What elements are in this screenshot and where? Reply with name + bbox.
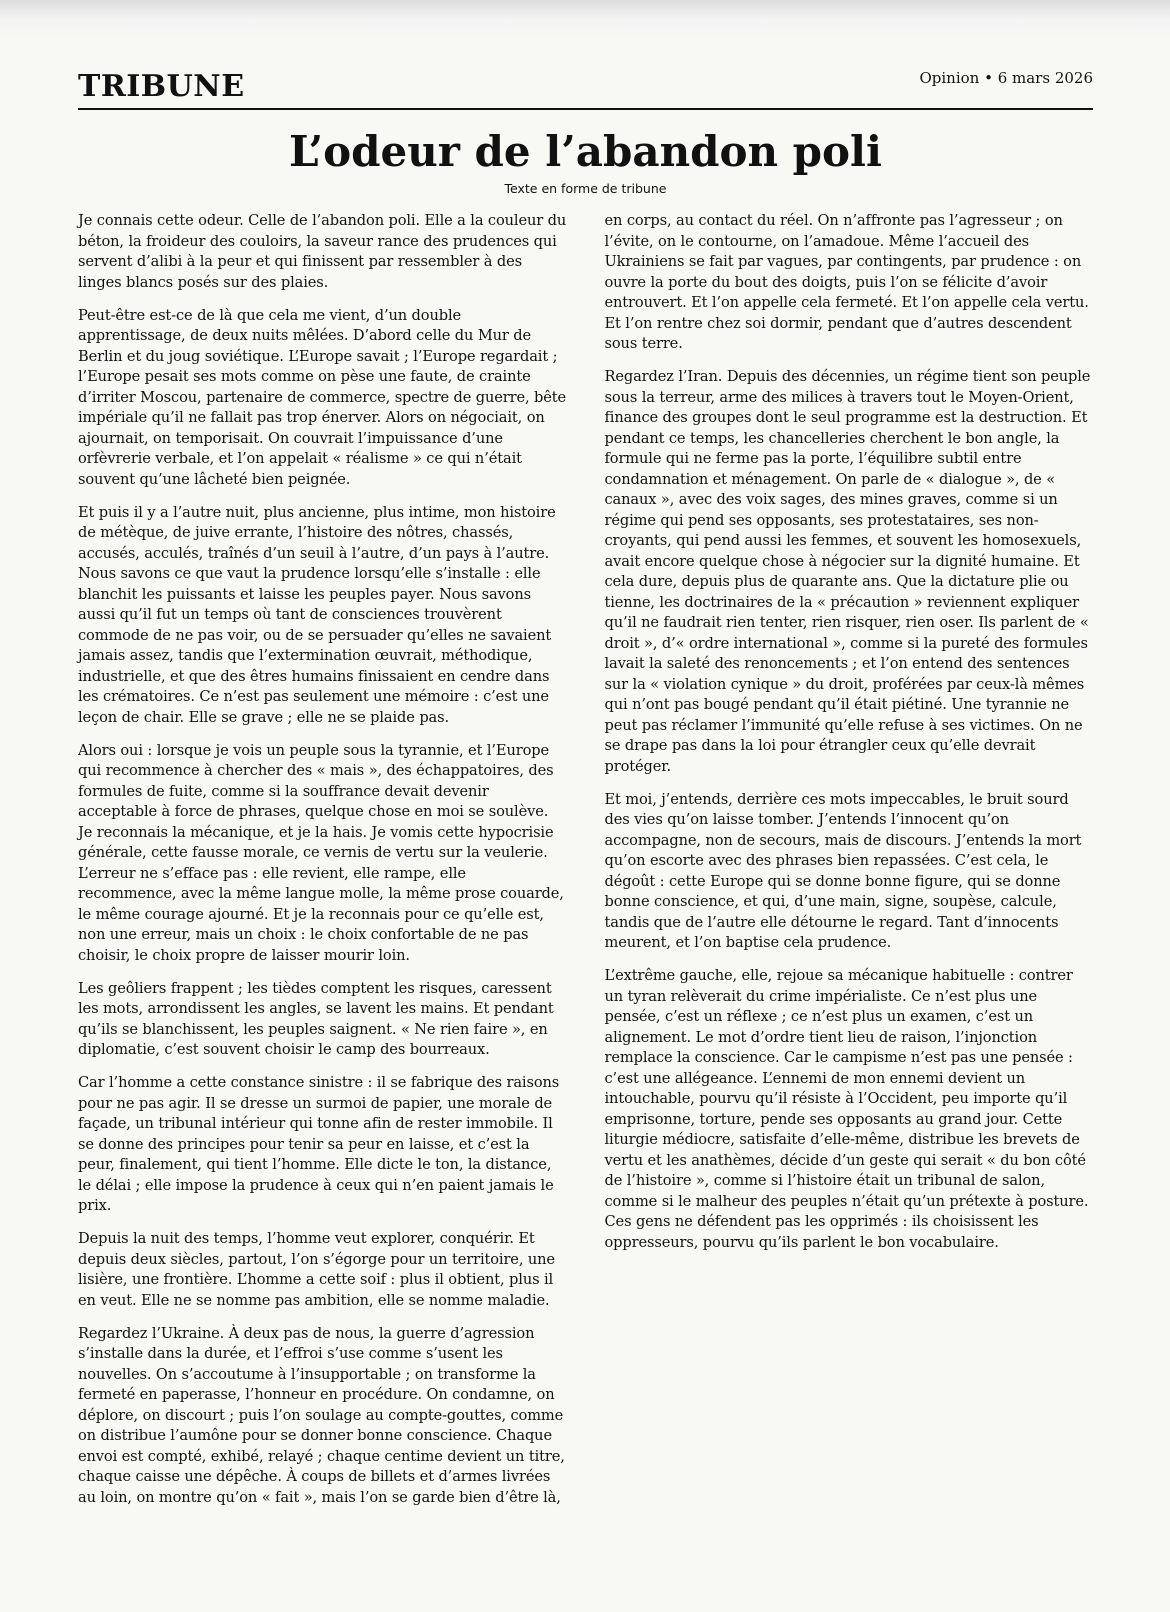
article-body bbox=[78, 211, 1093, 1521]
paragraph: Et moi, j’entends, derrière ces mots impeccables, le bruit sourd des vies qu’on laisse tomber. J’entends l’innocent qu’on accompagne, non de secours, mais de discours. J’entends la mort qu’on escorte avec des phrases bien repassées. C’est cela, le dégoût : cette Europe qui se donne bonne figure, qui se donne bonne conscience, et qui, d’une main, signe, soupèse, calcule, tandis que de l’autre elle détourne le regard. Tant d’innocents meurent, et l’on baptise cela prudence. bbox=[604, 790, 1082, 951]
paragraph: Regardez l’Ukraine. À deux pas de nous, la guerre d’agression s’installe dans la durée, et l’effroi s’use comme s’usent les nouvelles. On s’accoutume à l’insupportable ; on transforme la fermeté en paperasse, l’honneur en procédure. On condamne, on déplore, on discourt ; puis l’on soulage au compte-gouttes, comme on distribue l’aumône pour se donner bonne conscience. Chaque envoi est compté, exhibé, relayé ; chaque centime devient un titre, chaque caisse une dépêche. À coups de billets et d’armes livrées au loin, on montre qu’on « fait », mais l’on se garde bien d’être là, en corps, au contact du réel. On n’affronte pas l’agresseur ; on l’évite, on le contourne, on l’amadoue. Même l’accueil des Ukrainiens se fait par vagues, par contingents, par prudence : on ouvre la porte du bout des doigts, puis l’on se félicite d’avoir entrouvert. Et l’on appelle cela fermeté. Et l’on appelle cela vertu. Et l’on rentre chez soi dormir, pendant que d’autres descendent sous terre. bbox=[78, 212, 1089, 1506]
section-date: Opinion • 6 mars 2026 bbox=[919, 69, 1093, 87]
paragraph: Depuis la nuit des temps, l’homme veut explorer, conquérir. Et depuis deux siècles, partout, l’on s’égorge pour un territoire, une lisière, une frontière. L’homme a cette soif : plus il obtient, plus il en veut. Elle ne se nomme pas ambition, elle se nomme maladie. bbox=[78, 1230, 555, 1309]
article-headline: L’odeur de l’abandon poli bbox=[289, 127, 882, 176]
paragraph: Les geôliers frappent ; les tièdes comptent les risques, caressent les mots, arrondissent les angles, se lavent les mains. Et pendant qu’ils se blanchissent, les peuples saignent. « Ne rien faire », en diplomatie, c’est souvent choisir le camp des bourreaux. bbox=[78, 979, 554, 1058]
paragraph: Je connais cette odeur. Celle de l’abandon poli. Elle a la couleur du béton, la froideur des couloirs, la saveur rance des prudences qui servent d’alibi à la peur et qui finissent par ressembler à des linges blancs posés sur des plaies. bbox=[78, 212, 567, 291]
brand-title: TRIBUNE bbox=[78, 69, 245, 104]
paragraph: Regardez l’Iran. Depuis des décennies, un régime tient son peuple sous la terreur, arme des milices à travers tout le Moyen-Orient, finance des groupes dont le seul programme est la destruction. Et pendant ce temps, les chancelleries cherchent le bon angle, la formule qui ne ferme pas la porte, l’équilibre subtil entre condamnation et ménagement. On parle de « dialogue », de « canaux », avec des voix sages, des mines graves, comme si un régime qui pend ses opposants, ses protestataires, ses non-croyants, qui pend aussi les femmes, et souvent les homosexuels, avait encore quelque chose à négocier sur la dignité humaine. Et cela dure, depuis plus de quarante ans. Que la dictature plie ou tienne, les doctrinaires de la « précaution » reviennent expliquer qu’il ne faudrait rien tenter, rien risquer, rien oser. Ils parlent de « droit », d’« ordre international », comme si la pureté des formules lavait la saleté des renoncements ; et l’on entend des sentences sur la « violation cynique » du droit, proférées par ceux-là mêmes qui n’ont pas bougé pendant qu’il était piétiné. Une tyrannie ne peut pas réclamer l’immunité qu’elle refuse à ses victimes. On ne se drape pas dans la loi pour étrangler ceux qu’elle devrait protéger. bbox=[604, 368, 1091, 775]
paragraph: Car l’homme a cette constance sinistre : il se fabrique des raisons pour ne pas agir. Il se dresse un surmoi de papier, une morale de façade, un tribunal intérieur qui tonne afin de rester immobile. Il se donne des principes pour tenir sa peur en laisse, et c’est la peur, finalement, qui tient l’homme. Elle dicte le ton, la distance, le délai ; elle impose la prudence à ceux qui n’en paient jamais le prix. bbox=[78, 1074, 560, 1214]
article-subtitle: Texte en forme de tribune bbox=[504, 181, 667, 196]
article-page bbox=[78, 60, 1093, 1521]
paragraph: L’extrême gauche, elle, rejoue sa mécanique habituelle : contrer un tyran relèverait du crime impérialiste. Ce n’est plus une pensée, c’est un réflexe ; ce n’est plus un examen, c’est un alignement. Le mot d’ordre tient lieu de raison, l’injonction remplace la conscience. Car le campisme n’est pas une pensée : c’est une allégeance. L’ennemi de mon ennemi devient un intouchable, pourvu qu’il résiste à l’Occident, peu importe qu’il emprisonne, torture, pende ses opposants au grand jour. Cette liturgie médiocre, satisfaite d’elle-même, distribue les brevets de vertu et les anathèmes, décide d’un geste qui serait « du bon côté de l’histoire », comme si l’histoire était un tribunal de salon, comme si le malheur des peuples n’était qu’un prétexte à posture. Ces gens ne défendent pas les opprimés : ils choisissent les oppresseurs, pourvu qu’ils parlent le bon vocabulaire. bbox=[604, 967, 1089, 1251]
paragraph: Alors oui : lorsque je vois un peuple sous la tyrannie, et l’Europe qui recommence à chercher des « mais », des échappatoires, des formules de fuite, comme si la souffrance devait devenir acceptable à force de phrases, quelque chose en moi se soulève. Je reconnais la mécanique, et je la hais. Je vomis cette hypocrisie générale, cette fausse morale, ce vernis de vertu sur la veulerie. L’erreur ne s’efface pas : elle revient, elle rampe, elle recommence, avec la même langue molle, la même prose couarde, le même courage ajourné. Et je la reconnais pour ce qu’elle est, non une erreur, mais un choix : le choix confortable de ne pas choisir, le choix propre de laisser mourir loin. bbox=[78, 741, 564, 964]
masthead bbox=[78, 60, 1093, 110]
paragraph: Et puis il y a l’autre nuit, plus ancienne, plus intime, mon histoire de métèque, de juive errante, l’histoire des nôtres, chassés, accusés, acculés, traînés d’un seuil à l’autre, d’un pays à l’autre. Nous savons ce que vaut la prudence lorsqu’elle s’installe : elle blanchit les puissants et laisse les peuples payer. Nous savons aussi qu’il fut un temps où tant de consciences trouvèrent commode de ne pas voir, ou de se persuader qu’elles ne savaient jamais assez, tandis que l’extermination œuvrait, méthodique, industrielle, et que des êtres humains finissaient en cendre dans les crématoires. Ce n’est pas seulement une mémoire : c’est une leçon de chair. Elle se grave ; elle ne se plaide pas. bbox=[78, 503, 556, 726]
paragraph: Peut-être est-ce de là que cela me vient, d’un double apprentissage, de deux nuits mêlées. D’abord celle du Mur de Berlin et du joug soviétique. L’Europe savait ; l’Europe regardait ; l’Europe pesait ses mots comme on pèse une faute, de crainte d’irriter Moscou, partenaire de commerce, spectre de guerre, bête impériale qu’il ne fallait pas trop énerver. Alors on négociait, on ajournait, on temporisait. On couvrait l’impuissance d’une orfèvrerie verbale, et l’on appelait « réalisme » ce qui n’était souvent qu’une lâcheté bien peignée. bbox=[78, 306, 567, 488]
